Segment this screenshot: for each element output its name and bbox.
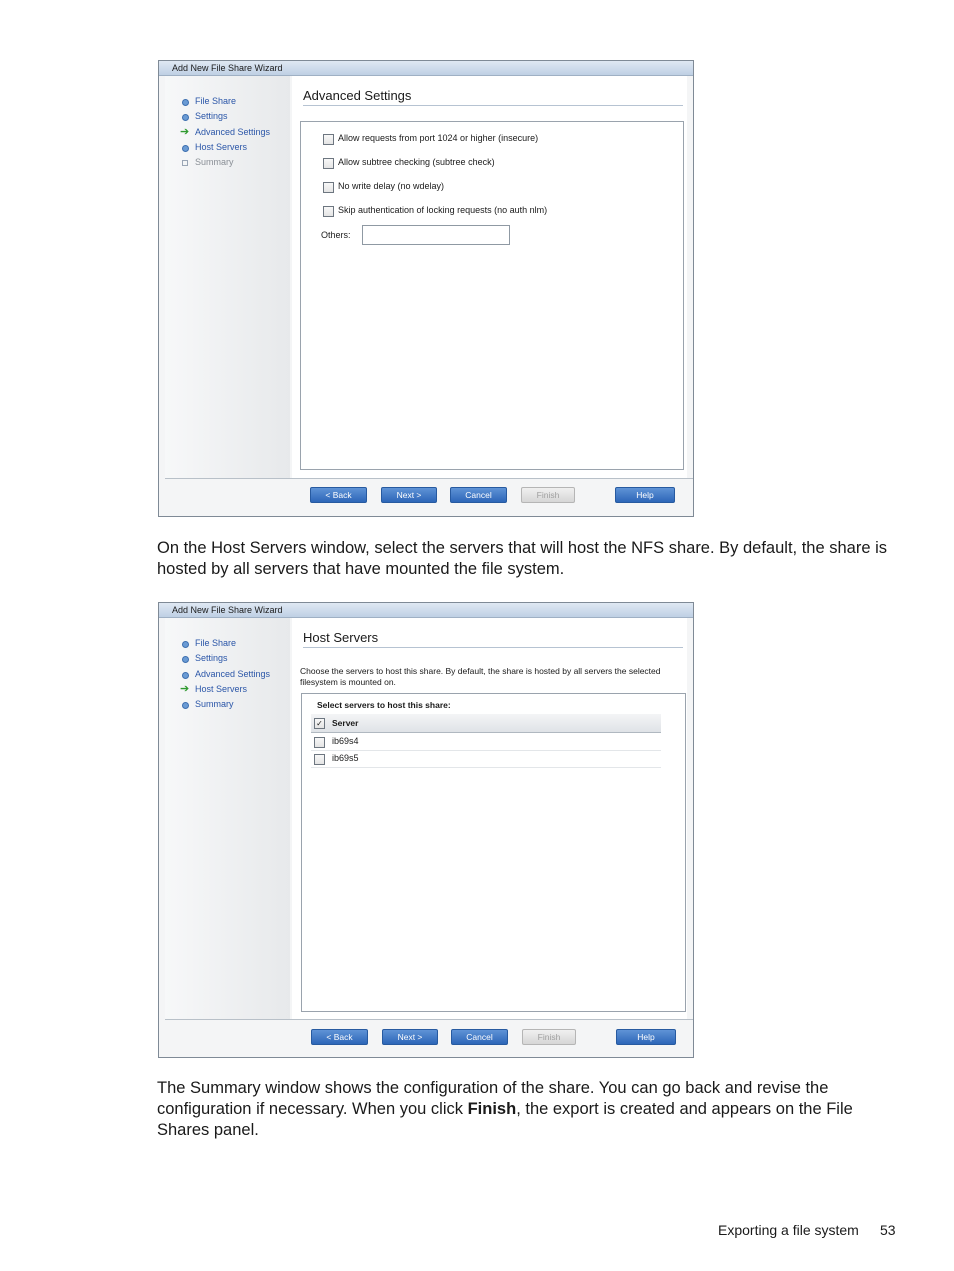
- back-button[interactable]: < Back: [311, 1029, 368, 1045]
- running-footer-section: Exporting a file system: [718, 1222, 859, 1238]
- wizard-content-panel: [292, 618, 687, 1019]
- current-step-arrow-icon: ➔: [180, 125, 190, 138]
- nav-item-advanced-settings[interactable]: Advanced Settings: [181, 667, 270, 682]
- subtree-check-label: Allow subtree checking (subtree check): [338, 157, 495, 167]
- server-checkbox[interactable]: [314, 737, 325, 748]
- help-button[interactable]: Help: [615, 487, 675, 503]
- no-auth-nlm-checkbox[interactable]: [323, 206, 334, 217]
- select-servers-label: Select servers to host this share:: [317, 700, 451, 710]
- options-group: [300, 121, 684, 470]
- insecure-port-checkbox[interactable]: [323, 134, 334, 145]
- summary-paragraph: The Summary window shows the configuration of the share. You can go back and revise the configuration if necessary. When you click Finish, the export is created and appears on the File Shares panel.: [157, 1079, 853, 1139]
- bullet-icon: [182, 145, 189, 152]
- help-button[interactable]: Help: [616, 1029, 676, 1045]
- host-servers-wizard-window: [158, 602, 694, 1058]
- others-label: Others:: [321, 230, 351, 240]
- next-button[interactable]: Next >: [382, 1029, 438, 1045]
- pending-step-icon: [182, 160, 188, 166]
- bullet-icon: [182, 99, 189, 106]
- server-column-header: Server: [332, 718, 359, 728]
- footer-divider: [165, 1019, 693, 1020]
- back-button[interactable]: < Back: [310, 487, 367, 503]
- nav-item-host-servers[interactable]: Host Servers: [181, 140, 270, 155]
- nav-item-file-share[interactable]: File Share: [181, 94, 270, 109]
- server-table-header: [311, 714, 661, 733]
- nav-item-file-share[interactable]: File Share: [181, 636, 270, 651]
- page-heading: Advanced Settings: [303, 88, 683, 106]
- bullet-icon: [182, 702, 189, 709]
- bullet-icon: [182, 114, 189, 121]
- no-wdelay-label: No write delay (no wdelay): [338, 181, 445, 191]
- page-number: 53: [880, 1222, 896, 1238]
- finish-emphasis: Finish: [467, 1100, 517, 1118]
- current-step-arrow-icon: ➔: [180, 682, 190, 695]
- host-servers-description: Choose the servers to host this share. By default, the share is hosted by all servers the selected filesystem is mounted on.: [300, 666, 661, 687]
- table-row[interactable]: [311, 734, 661, 751]
- no-auth-nlm-label: Skip authentication of locking requests (no auth nlm): [338, 205, 548, 215]
- wizard-nav-panel: [165, 76, 290, 478]
- footer-divider: [165, 478, 693, 479]
- select-all-checkbox[interactable]: ✓: [314, 718, 325, 729]
- others-input[interactable]: [362, 225, 510, 245]
- host-servers-paragraph: On the Host Servers window, select the servers that will host the NFS share. By default, the share is hosted by all servers that have mounted the file system.: [157, 539, 887, 578]
- server-name: ib69s4: [332, 736, 359, 746]
- advanced-settings-wizard-window: [158, 60, 694, 517]
- subtree-check-checkbox[interactable]: [323, 158, 334, 169]
- bullet-icon: [182, 672, 189, 679]
- nav-item-summary: Summary: [181, 155, 270, 170]
- cancel-button[interactable]: Cancel: [451, 1029, 508, 1045]
- finish-button: Finish: [521, 487, 575, 503]
- no-wdelay-checkbox[interactable]: [323, 182, 334, 193]
- finish-button: Finish: [522, 1029, 576, 1045]
- wizard-content-panel: [292, 76, 687, 478]
- next-button[interactable]: Next >: [381, 487, 437, 503]
- bullet-icon: [182, 641, 189, 648]
- server-checkbox[interactable]: [314, 754, 325, 765]
- page-heading: Host Servers: [303, 630, 683, 648]
- bullet-icon: [182, 656, 189, 663]
- nav-item-settings[interactable]: Settings: [181, 651, 270, 666]
- table-row[interactable]: [311, 751, 661, 768]
- server-selection-group: [301, 693, 686, 1012]
- nav-item-host-servers[interactable]: ➔ Host Servers: [180, 682, 248, 695]
- nav-item-advanced-settings[interactable]: ➔ Advanced Settings: [180, 125, 271, 138]
- nav-item-settings[interactable]: Settings: [181, 109, 270, 124]
- server-name: ib69s5: [332, 753, 359, 763]
- insecure-port-label: Allow requests from port 1024 or higher (insecure): [338, 133, 539, 143]
- cancel-button[interactable]: Cancel: [450, 487, 507, 503]
- wizard-title-bar: Add New File Share Wizard: [159, 61, 693, 76]
- wizard-title-bar: Add New File Share Wizard: [159, 603, 693, 618]
- wizard-nav-panel: [165, 618, 290, 1019]
- nav-item-summary[interactable]: Summary: [181, 697, 270, 712]
